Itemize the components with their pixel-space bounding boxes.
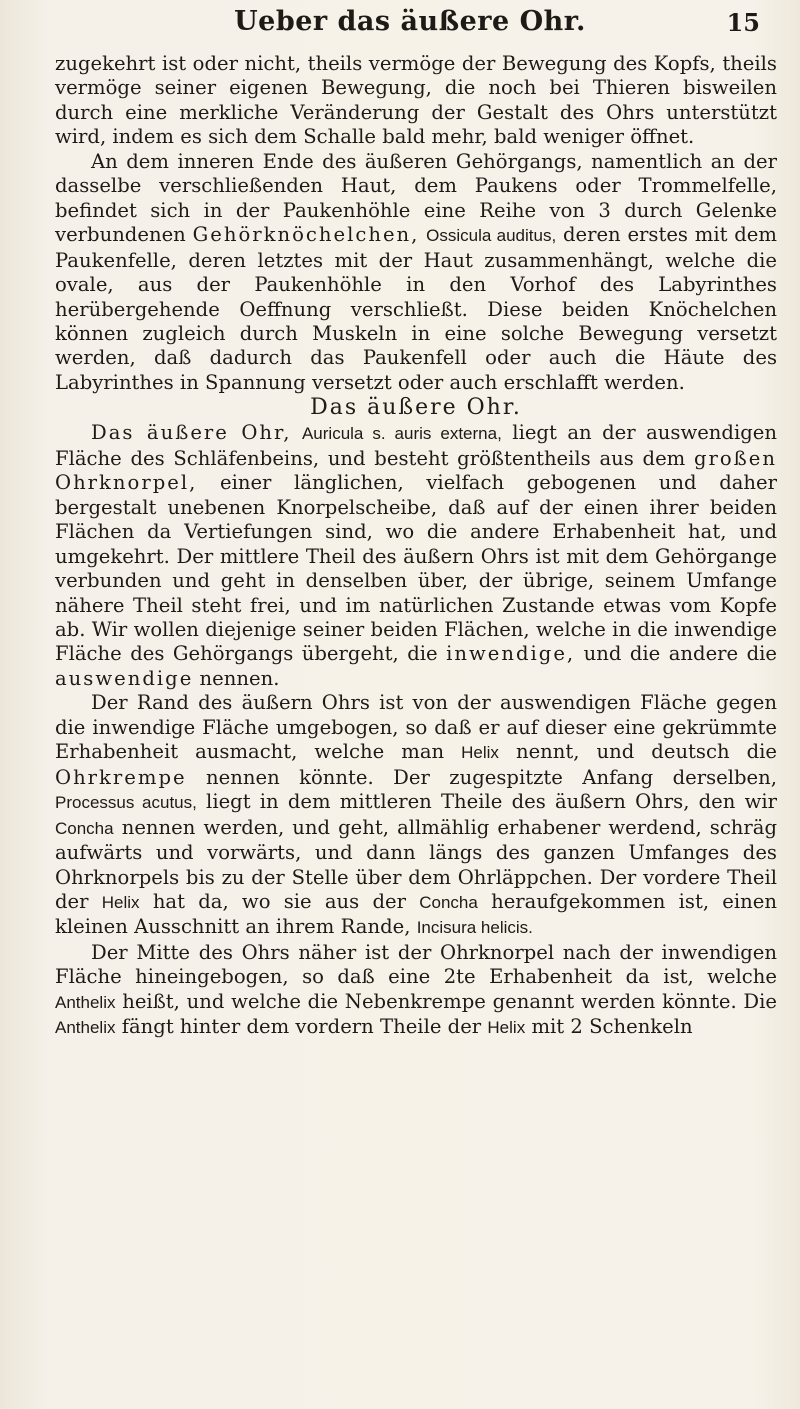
text-run: mit 2 Schenkeln — [531, 1015, 693, 1039]
term-krempe: Ohrkrempe — [55, 765, 187, 789]
term-outer: auswendige — [55, 666, 194, 690]
latin-term: Ossicula auditus, — [426, 226, 557, 246]
text-run: heißt, und welche die Nebenkrempe genannt werden könnte. Die — [122, 989, 777, 1013]
page-header — [60, 6, 760, 46]
body-text — [55, 52, 777, 1041]
section-heading: Das äußere Ohr. — [310, 395, 522, 421]
text-run: liegt in dem mittleren Theile des äußern Ohrs, den wir — [206, 790, 777, 814]
term-cartilage: großen Ohrknorpel, — [55, 446, 777, 495]
term-outer-ear: Das äußere Ohr, — [91, 421, 292, 445]
paragraph-helix — [55, 691, 777, 941]
paragraph-outer-ear — [55, 421, 777, 691]
text-run: fängt hinter dem vordern Theile der — [121, 1015, 482, 1039]
term-inner: inwendige, — [446, 642, 576, 666]
text-run: nennen könnte. Der zugespitzte Anfang derselben, — [206, 765, 777, 789]
text-run: Der Rand des äußern Ohrs ist von der auswendigen Fläche gegen die inwendige Fläche umgebogen, so daß er auf dieser eine gekrümmte Erhabenheit ausmacht, welche man — [55, 691, 777, 764]
latin-term: Concha — [55, 818, 114, 838]
text-run: und die andere die — [583, 642, 777, 666]
text-run: Der Mitte des Ohrs näher ist der Ohrknorpel nach der inwendigen Fläche hineingebogen, so daß eine 2te Erhabenheit da ist, welche — [55, 940, 777, 989]
latin-term: Auricula s. auris externa, — [301, 424, 502, 444]
paragraph-continuation — [55, 52, 777, 150]
text-run: zugekehrt ist oder nicht, theils vermöge der Bewegung des Kopfs, theils vermöge seiner eigenen Bewegung, die noch bei Thieren bisweilen durch eine merkliche Veränderung der Gestalt des Ohrs unterstützt wird, indem es sich dem Schalle bald mehr, bald weniger öffnet. — [55, 52, 777, 149]
text-run: heraufgekommen ist, einen kleinen Ausschnitt an ihrem Rande, — [55, 889, 778, 939]
page-number: 15 — [726, 8, 760, 37]
latin-term: Anthelix — [55, 1018, 116, 1038]
text-run: hat da, wo sie aus der — [152, 889, 406, 913]
latin-term: Helix — [101, 892, 140, 912]
text-run: nennen werden, und geht, allmählig erhabener werdend, schräg aufwärts und vorwärts, und dann längs des ganzen Umfanges des Ohrknorpels bis zu der Stelle über dem Ohrläppchen. Der vordere Theil der — [55, 815, 777, 913]
paragraph-ossicles — [55, 150, 777, 396]
text-run: liegt an der auswendigen Fläche des Schläfenbeins, und besteht größtentheils aus dem — [55, 421, 777, 470]
latin-term: Anthelix — [55, 992, 116, 1012]
latin-term: Concha — [419, 892, 478, 912]
text-run: An dem inneren Ende des äußeren Gehörgangs, namentlich an der dasselbe verschließenden Haut, dem Paukens oder Trommelfelle, befindet sich in der Paukenhöhle eine Reihe von 3 durch Gelenke verbundenen — [55, 149, 777, 247]
latin-term: Processus acutus, — [55, 793, 197, 813]
text-run: nennt, und deutsch die — [515, 740, 777, 764]
text-run: einer länglichen, vielfach gebogenen und daher bergestalt unebenen Knorpelscheibe, daß auf der einen ihrer beiden Flächen da Vertiefungen sind, wo die andere Erhabenheit hat, und umgekehrt. Der mittlere Theil des äußern Ohrs ist mit dem Gehörgange verbunden und geht in denselben über, der übrige, seinem Umfange nähere Theil steht frei, und im natürlichen Zustande etwas vom Kopfe ab. Wir wollen diejenige seiner beiden Flächen, welche in die inwendige Fläche des Gehörgangs übergeht, die — [55, 471, 778, 666]
text-run: deren erstes mit dem Paukenfelle, deren letztes mit der Haut zusammenhängt, welche die ovale, aus der Paukenhöhle in den Vorhof des Labyrinthes herübergehende Oeffnung verschließt. Diese beiden Knöchelchen können zugleich durch Muskeln in eine solche Bewegung versetzt werden, daß dadurch das Paukenfell oder auch die Häute des Labyrinthes in Spannung versetzt oder auch erschlafft werden. — [55, 223, 777, 394]
running-head: Ueber das äußere Ohr. — [234, 6, 586, 37]
paragraph-anthelix — [55, 941, 777, 1041]
latin-term: Helix — [461, 743, 499, 763]
text-run: nennen. — [199, 666, 280, 690]
latin-term: Helix — [487, 1018, 526, 1038]
term-ossicles: Gehörknöchelchen, — [192, 223, 420, 247]
latin-term: Incisura helicis. — [416, 918, 533, 938]
